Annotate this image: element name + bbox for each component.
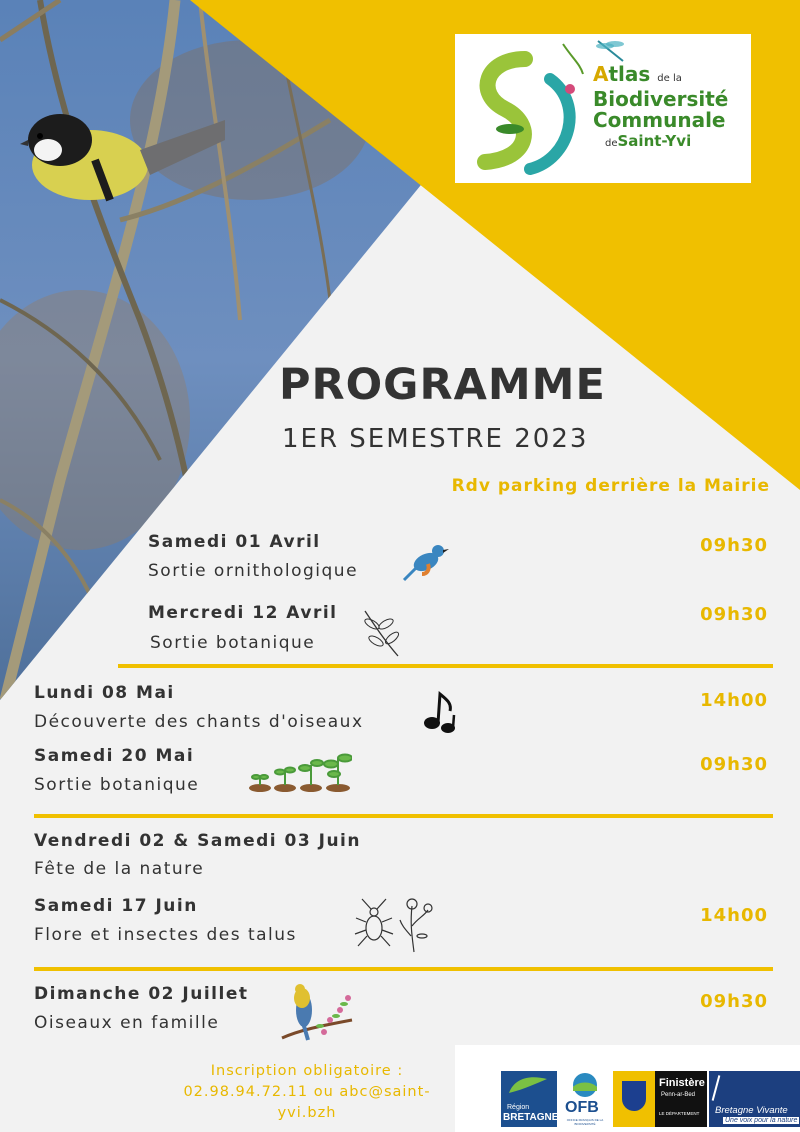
logo-swirl-icon (455, 34, 595, 183)
event-name: Fête de la nature (34, 859, 205, 879)
finistere-sub-label: LE DÉPARTEMENT (659, 1111, 700, 1116)
bird-branch-icon (280, 980, 356, 1044)
month-divider (118, 664, 773, 668)
logo-line4: Saint-Yvi (617, 132, 692, 150)
meeting-point: Rdv parking derrière la Mairie (451, 476, 770, 496)
event-name: Sortie botanique (150, 633, 316, 653)
logo-line4-small: de (605, 138, 618, 149)
page-title: PROGRAMME (279, 360, 606, 410)
event-name: Sortie botanique (34, 775, 200, 795)
event-date: Vendredi 02 & Samedi 03 Juin (34, 831, 361, 851)
finistere-crest-icon (613, 1071, 655, 1127)
event-date: Samedi 20 Mai (34, 746, 195, 766)
region-small-label: Région (507, 1104, 530, 1111)
region-label: BRETAGNE (503, 1112, 559, 1123)
ofb-small-label: OFFICE FRANÇAIS DE LA BIODIVERSITÉ (566, 1118, 604, 1126)
event-name: Sortie ornithologique (148, 561, 359, 581)
registration-info (172, 1061, 442, 1124)
ofb-label: OFB (565, 1099, 599, 1116)
event-time: 14h00 (700, 690, 768, 711)
bv-label: Bretagne Vivante (715, 1105, 788, 1116)
event-time: 09h30 (700, 991, 768, 1012)
logo-line2: Biodiversité (593, 87, 729, 111)
finistere-logo (613, 1071, 707, 1127)
event-name: Oiseaux en famille (34, 1013, 220, 1033)
beetle-flower-icon (352, 896, 436, 954)
month-divider (34, 967, 773, 971)
partner-logos (455, 1045, 800, 1132)
finistere-small-label: Penn-ar-Bed (661, 1092, 696, 1098)
event-date: Dimanche 02 Juillet (34, 984, 249, 1004)
logo-line1-initial: A (593, 62, 609, 86)
bird-icon (402, 540, 450, 584)
event-time: 09h30 (700, 604, 768, 625)
atlas-logo (455, 34, 751, 183)
logo-line1-small: de la (657, 73, 682, 84)
event-time: 14h00 (700, 905, 768, 926)
event-name: Flore et insectes des talus (34, 925, 297, 945)
music-note-icon (422, 691, 458, 737)
event-date: Mercredi 12 Avril (148, 603, 338, 623)
month-divider (34, 814, 773, 818)
bv-tagline: Une voix pour la nature (725, 1117, 798, 1124)
event-time: 09h30 (700, 535, 768, 556)
registration-line: Inscription obligatoire : (210, 1063, 404, 1079)
plant-sketch-icon (360, 606, 402, 658)
leaf-icon (501, 1071, 557, 1101)
event-date: Lundi 08 Mai (34, 683, 175, 703)
ofb-globe-icon (561, 1071, 609, 1099)
page-subtitle: 1ER SEMESTRE 2023 (282, 424, 589, 454)
logo-wordmark (593, 64, 728, 154)
logo-line3: Communale (593, 108, 726, 132)
logo-line1: tlas (608, 62, 651, 86)
registration-contact-end: yvi.bzh (277, 1105, 337, 1121)
finistere-label: Finistère (659, 1077, 705, 1089)
event-date: Samedi 01 Avril (148, 532, 321, 552)
event-name: Découverte des chants d'oiseaux (34, 712, 364, 732)
registration-contact: 02.98.94.72.11 ou abc@saint- (183, 1084, 431, 1100)
sprouts-icon (248, 750, 352, 792)
region-bretagne-logo (501, 1071, 557, 1127)
bv-heron-icon (712, 1075, 721, 1101)
ofb-logo (561, 1071, 609, 1127)
event-date: Samedi 17 Juin (34, 896, 198, 916)
event-time: 09h30 (700, 754, 768, 775)
